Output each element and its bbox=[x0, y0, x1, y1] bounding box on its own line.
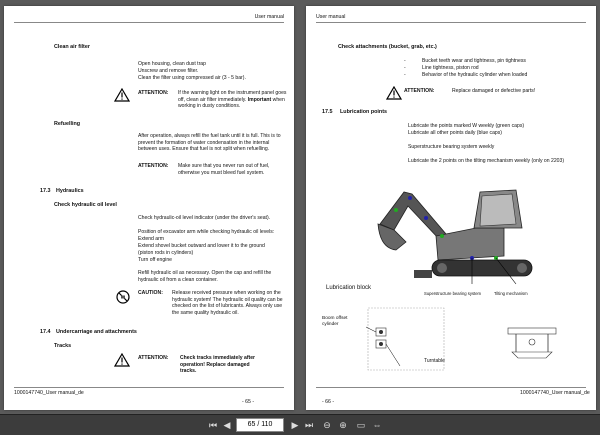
attention-text: Replace damaged or defective parts! bbox=[452, 88, 536, 94]
prev-page-icon[interactable]: ◀ bbox=[223, 420, 231, 430]
footer-code: 1000147740_User manual_de bbox=[520, 390, 590, 396]
hydraulics-subheading: Check hydraulic oil level bbox=[54, 202, 117, 208]
section-number: 17.3 bbox=[40, 188, 51, 194]
refuelling-heading: Refuelling bbox=[54, 121, 81, 127]
first-page-icon[interactable]: ⏮ bbox=[208, 420, 218, 430]
hydraulics-check-text: Check hydraulic-oil level indicator (under the driver's seat). bbox=[138, 215, 271, 221]
warning-triangle-icon bbox=[386, 86, 402, 100]
page-number: - 65 - bbox=[242, 399, 255, 405]
page-header-title: User manual bbox=[254, 14, 284, 20]
hydraulics-step: Extend arm bbox=[138, 236, 165, 242]
last-page-icon[interactable]: ⏭ bbox=[304, 420, 314, 430]
bullet-dash: - bbox=[404, 72, 406, 78]
label-boom-offset: Boom offset cylinder bbox=[322, 316, 348, 327]
no-tools-prohibition-icon bbox=[116, 290, 130, 304]
label-tilting: Tilting mechanism bbox=[494, 291, 528, 296]
page-header-title: User manual bbox=[316, 14, 346, 20]
hydraulics-step: Turn off engine bbox=[138, 257, 172, 263]
attachments-bullet: Line tightness, piston rod bbox=[422, 65, 479, 71]
attachments-bullet: Behavior of the hydraulic cylinder when loaded bbox=[422, 72, 528, 78]
caution-text: Release received pressure when working on the hydraulic system! The hydraulic oil quality can be checked on the list of lubricants. Always only use the same quality hydraulic oil. bbox=[172, 290, 283, 316]
warning-triangle-icon bbox=[114, 353, 130, 367]
hydraulics-heading: Hydraulics bbox=[56, 188, 84, 194]
page-number-input[interactable]: 65 / 110 bbox=[236, 418, 284, 432]
caution-label: CAUTION: bbox=[138, 290, 163, 296]
label-turntable: Turntable bbox=[424, 358, 445, 364]
section-number: 17.5 bbox=[322, 109, 333, 115]
hydraulics-step: (piston rods in cylinders) bbox=[138, 250, 194, 256]
attention-label: ATTENTION: bbox=[138, 90, 169, 96]
attention-label: ATTENTION: bbox=[138, 163, 169, 169]
fit-page-icon[interactable]: ▭ bbox=[356, 420, 366, 430]
header-rule bbox=[14, 22, 284, 23]
tracks-subheading: Tracks bbox=[54, 343, 72, 349]
header-rule bbox=[316, 22, 586, 23]
warning-triangle-icon bbox=[114, 88, 130, 102]
clean-filter-step: Unscrew and remove filter. bbox=[138, 68, 199, 74]
attention-text: If the warning light on the instrument panel goes off, clean air filter immediately. Important when working in dusty conditions. bbox=[178, 90, 287, 110]
footer-rule bbox=[316, 387, 586, 388]
bullet-dash: - bbox=[404, 65, 406, 71]
excavator-illustration bbox=[376, 170, 546, 290]
zoom-in-icon[interactable]: ⊕ bbox=[339, 420, 347, 430]
lubrication-line: Lubricate all other points daily (blue caps) bbox=[408, 130, 503, 136]
lubrication-line: Lubricate the 2 points on the tilting mechanism weekly (only on 2203) bbox=[408, 158, 565, 164]
zoom-out-icon[interactable]: ⊖ bbox=[323, 420, 331, 430]
refuelling-text: After operation, always refill the fuel tank until it is full. This is to prevent the formation of water condensation in the internal between uses. Ensure that fuel is not split when refuelling. bbox=[138, 133, 281, 153]
attachments-heading: Check attachments (bucket, grab, etc.) bbox=[338, 44, 437, 50]
hydraulics-step: Extend shovel bucket outward and lower it to the ground bbox=[138, 243, 265, 249]
attachments-bullet: Bucket teeth wear and tightness, pin tightness bbox=[422, 58, 526, 64]
clean-filter-step: Clean the filter using compressed air (3 - 5 bar). bbox=[138, 75, 246, 81]
attention-label: ATTENTION: bbox=[404, 88, 435, 94]
footer-code: 1000147740_User manual_de bbox=[14, 390, 84, 396]
pdf-viewer-toolbar bbox=[0, 414, 600, 435]
attention-label: ATTENTION: bbox=[138, 355, 169, 361]
lubrication-block-label: Lubrication block bbox=[326, 285, 372, 291]
next-page-icon[interactable]: ▶ bbox=[291, 420, 299, 430]
manual-page-65 bbox=[4, 6, 294, 410]
footer-rule bbox=[14, 387, 284, 388]
lubrication-heading: Lubrication points bbox=[340, 109, 388, 115]
lubrication-line: Superstructure bearing system weekly bbox=[408, 144, 495, 150]
clean-filter-step: Open housing, clean dust trap bbox=[138, 61, 206, 67]
hydraulics-refill-text: Refill hydraulic oil as necessary. Open the cap and refill the hydraulic oil from a clean container. bbox=[138, 270, 272, 283]
tilting-mechanism-detail bbox=[502, 318, 562, 362]
undercarriage-heading: Undercarriage and attachments bbox=[56, 329, 137, 335]
attention-text: Make sure that you never run out of fuel, otherwise you must bleed fuel system. bbox=[178, 163, 270, 176]
manual-page-66 bbox=[306, 6, 596, 410]
hydraulics-step: Position of excavator arm while checking hydraulic oil levels: bbox=[138, 229, 275, 235]
clean-filter-heading: Clean air filter bbox=[54, 44, 90, 50]
lubrication-line: Lubricate the points marked W weekly (green caps) bbox=[408, 123, 525, 129]
bullet-dash: - bbox=[404, 58, 406, 64]
fit-width-icon[interactable]: ⇔ bbox=[372, 420, 382, 430]
section-number: 17.4 bbox=[40, 329, 51, 335]
attention-text: Check tracks immediately after operation! Replace damaged tracks. bbox=[180, 355, 256, 375]
page-number: - 66 - bbox=[322, 399, 335, 405]
label-superstructure: Superstructure bearing system bbox=[424, 291, 482, 296]
